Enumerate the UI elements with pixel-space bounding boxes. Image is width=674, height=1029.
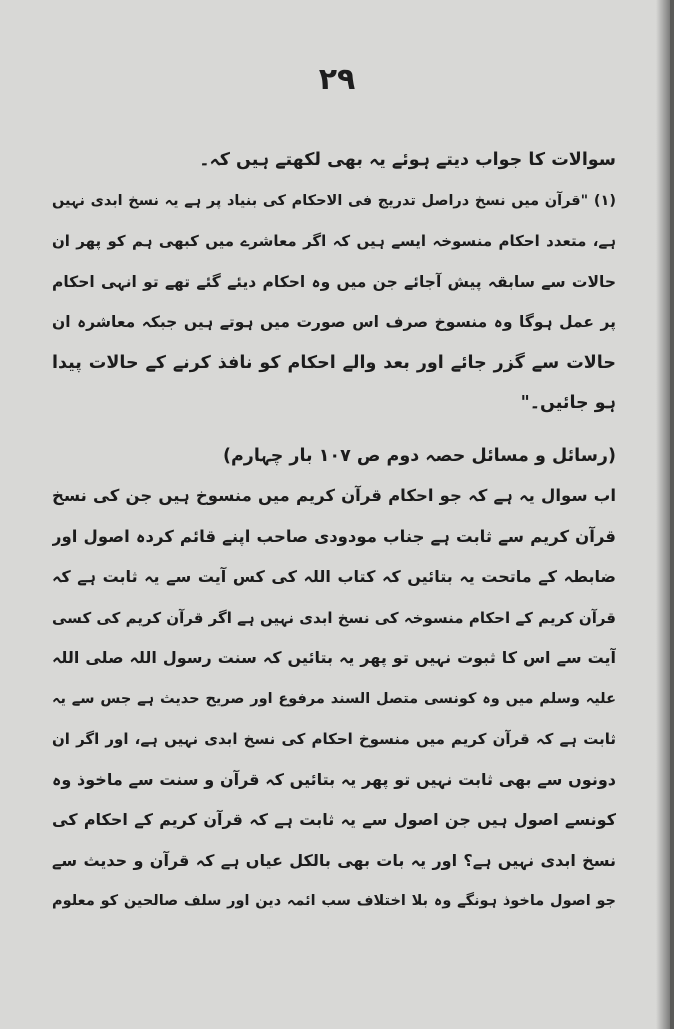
text-line: پر عمل ہوگا وہ منسوخ صرف اس صورت میں ہوتے ہیں جبکہ معاشرہ ان — [52, 313, 616, 331]
body-text — [52, 140, 616, 922]
text-line: (رسائل و مسائل حصہ دوم ص ۱۰۷ بار چہارم) — [222, 445, 616, 466]
text-line: آیت سے اس کا ثبوت نہیں تو پھر یہ بتائیں کہ سنت رسول اللہ صلی اللہ — [52, 648, 616, 667]
text-line: اب سوال یہ ہے کہ جو احکام قرآن کریم میں منسوخ ہیں جن کی نسخ — [52, 486, 616, 505]
text-line: دونوں سے بھی ثابت نہیں تو پھر یہ بتائیں کہ قرآن و سنت سے ماخوذ وہ — [52, 769, 616, 789]
text-line: نسخ ابدی نہیں ہے؟ اور یہ بات بھی بالکل عیاں ہے کہ قرآن و حدیث سے — [52, 850, 616, 870]
page-spine-edge — [670, 0, 674, 1029]
text-line: حالات سے سابقہ پیش آجائے جن میں وہ احکام دیئے گئے تھے تو انہی احکام — [52, 272, 616, 291]
text-line: جو اصول ماخوذ ہونگے وہ بلا اختلاف سب ائمہ دین اور سلف صالحین کو معلوم — [52, 893, 616, 909]
text-line: حالات سے گزر جائے اور بعد والے احکام کو نافذ کرنے کے حالات پیدا — [52, 352, 616, 373]
text-line: ضابطہ کے ماتحت یہ بتائیں کہ کتاب اللہ کی کس آیت سے یہ ثابت ہے کہ — [52, 567, 616, 586]
page-number: ۲۹ — [318, 62, 356, 97]
text-line: سوالات کا جواب دیتے ہوئے یہ بھی لکھتے ہیں کہ۔ — [199, 150, 616, 170]
text-line: ثابت ہے کہ قرآن کریم میں منسوخ احکام کی نسخ ابدی نہیں ہے، اور اگر ان — [52, 730, 616, 748]
text-line: (۱) "قرآن میں نسخ دراصل تدریج فی الاحکام کی بنیاد پر ہے یہ نسخ ابدی نہیں — [52, 192, 616, 209]
text-line: علیہ وسلم میں وہ کونسی متصل السند مرفوع اور صریح حدیث ہے جس سے یہ — [52, 690, 616, 707]
text-line: قرآن کریم سے ثابت ہے جناب مودودی صاحب اپنے قائم کردہ اصول اور — [52, 526, 616, 546]
text-line: کونسے اصول ہیں جن اصول سے یہ ثابت ہے کہ قرآن کریم کے احکام کی — [52, 810, 616, 829]
text-line: ہے، متعدد احکام منسوخہ ایسے ہیں کہ اگر معاشرے میں کبھی ہم کو پھر ان — [52, 232, 616, 250]
text-line: ہو جائیں۔" — [520, 393, 616, 413]
text-line: قرآن کریم کے احکام منسوخہ کی نسخ ابدی نہیں ہے اگر قرآن کریم کی کسی — [52, 608, 616, 627]
